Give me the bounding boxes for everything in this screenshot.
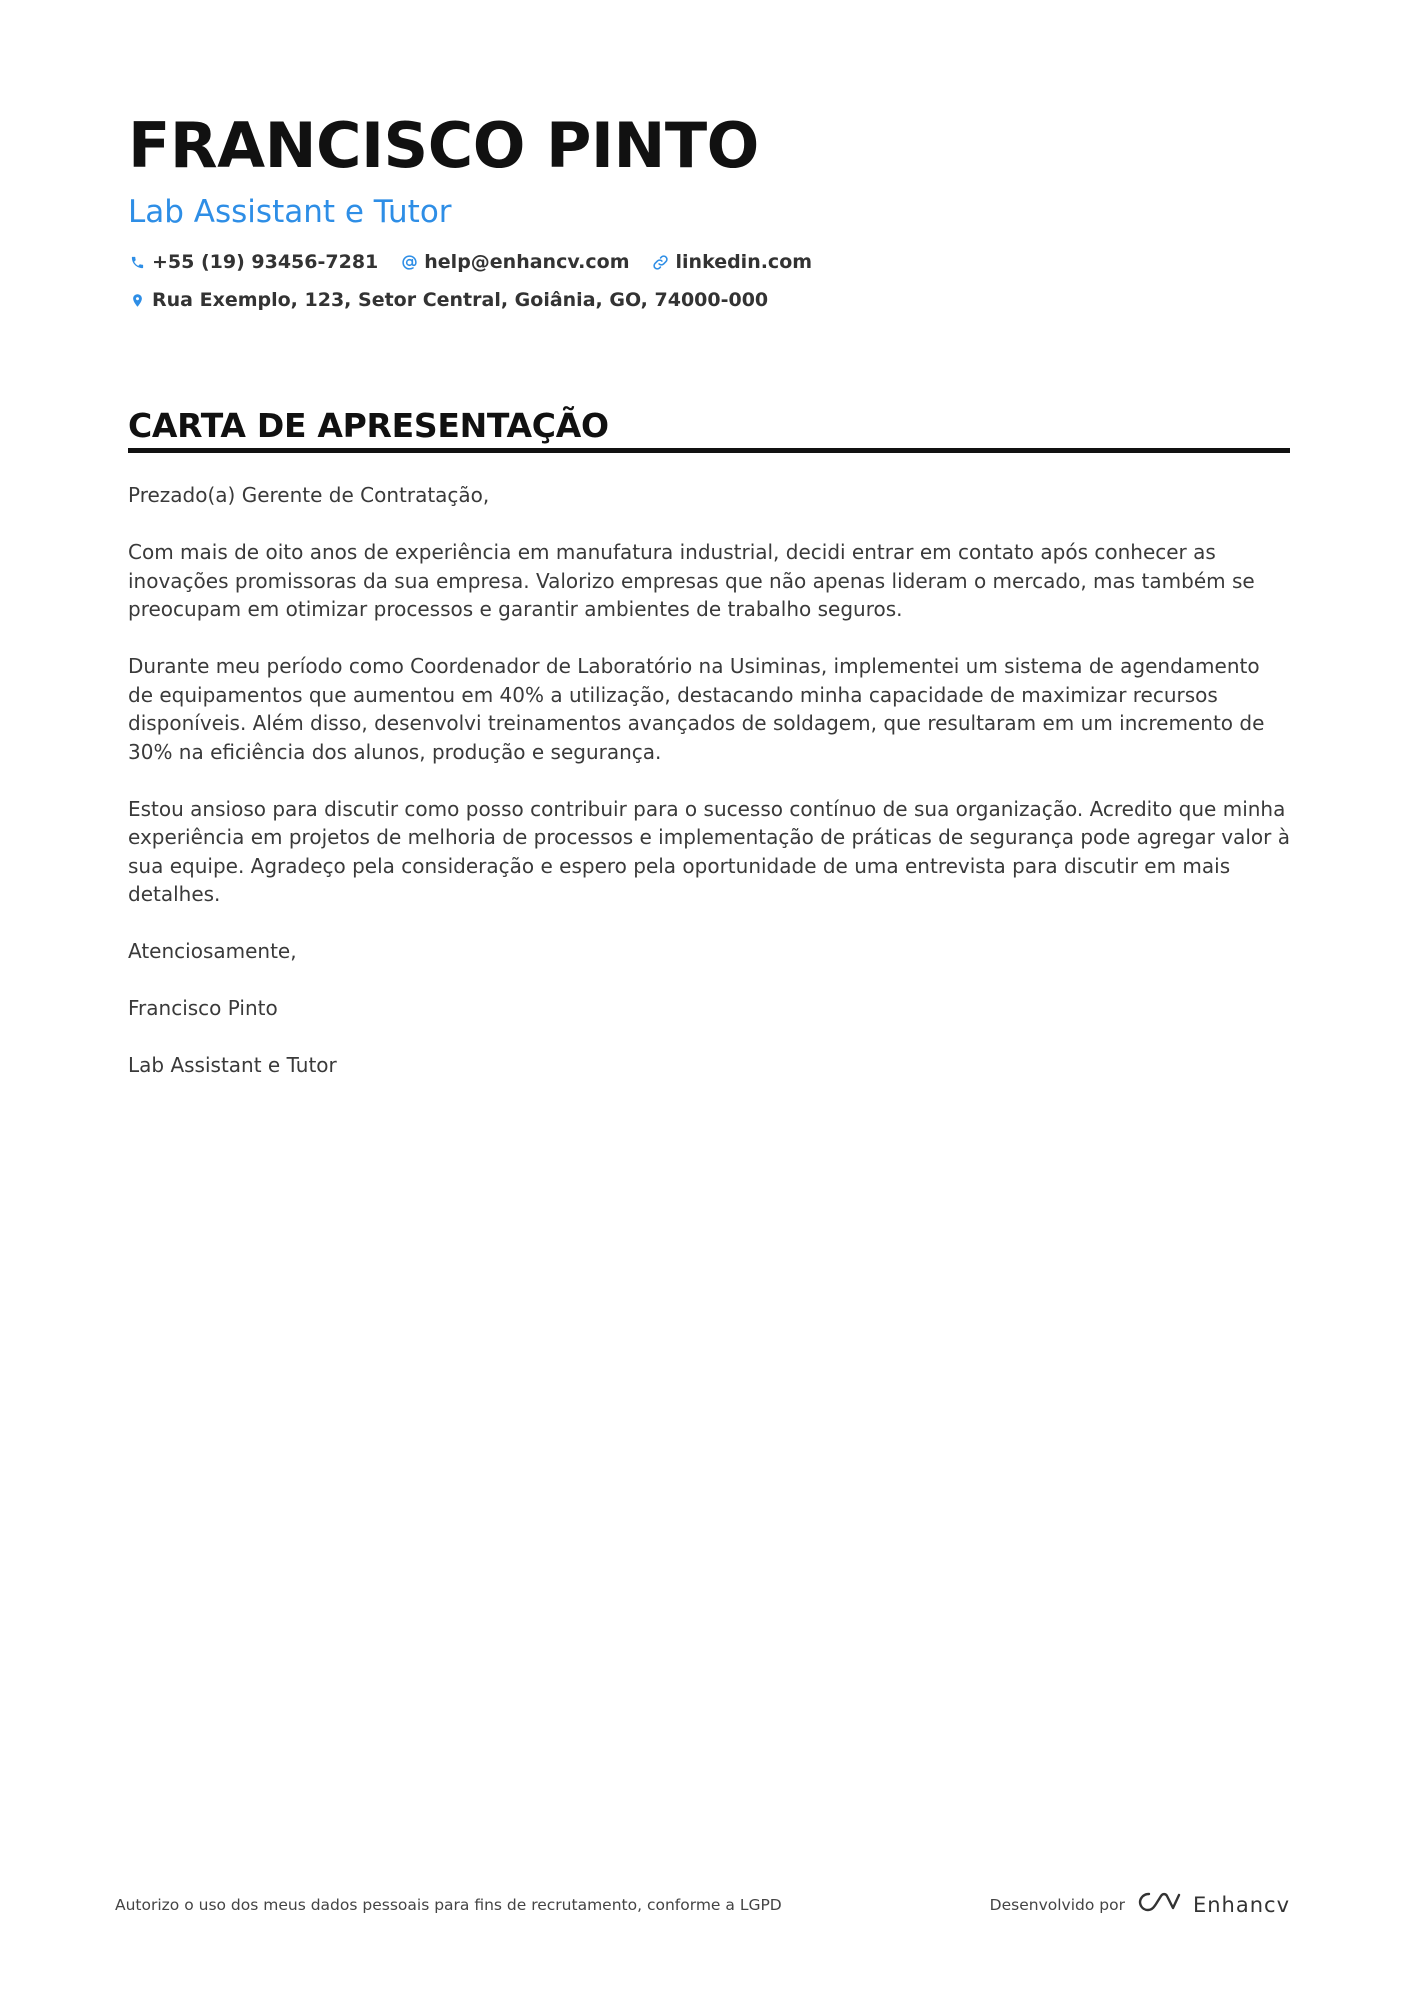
- contact-row-primary: [128, 248, 1288, 276]
- contact-email: [400, 248, 629, 276]
- signature-name: Francisco Pinto: [128, 996, 278, 1020]
- footer: [115, 1890, 1290, 1919]
- letter-greeting: Prezado(a) Gerente de Contratação,: [128, 483, 490, 507]
- cover-letter-section: [128, 404, 1290, 1108]
- lgpd-consent: Autorizo o uso dos meus dados pessoais para fins de recrutamento, conforme a LGPD: [115, 1895, 782, 1914]
- link-icon: [652, 253, 670, 271]
- signature-title: Lab Assistant e Tutor: [128, 1053, 337, 1077]
- map-pin-icon: [128, 291, 146, 309]
- letter-closing: Atenciosamente,: [128, 939, 297, 963]
- phone-number: +55 (19) 93456-7281: [152, 251, 379, 273]
- contact-row-address: [128, 286, 1288, 314]
- email-address: help@enhancv.com: [424, 251, 630, 273]
- letter-paragraph-2: Durante meu período como Coordenador de Laboratório na Usiminas, implementei um sistema de agendamento de equipamentos que aumentou em 40% a utilização, destacando minha capacidade de maximizar recursos disponíveis. Além disso, desenvolvi treinamentos avançados de soldagem, que resultaram em um incremento de 30% na eficiência dos alunos, produção e segurança.: [128, 654, 1265, 764]
- letter-body: [128, 481, 1290, 1080]
- at-icon: [400, 253, 418, 271]
- header: [128, 110, 1288, 314]
- contact-link: [652, 248, 813, 276]
- linkedin-link[interactable]: linkedin.com: [675, 251, 813, 273]
- letter-paragraph-3: Estou ansioso para discutir como posso contribuir para o sucesso contínuo de sua organização. Acredito que minha experiência em projetos de melhoria de processos e implementação de práticas de segurança pode agregar valor à sua equipe. Agradeço pela consideração e espero pela oportunidade de uma entrevista para discutir em mais detalhes.: [128, 796, 1290, 906]
- enhancv-brand[interactable]: [1137, 1890, 1290, 1919]
- powered-by-label: Desenvolvido por: [989, 1895, 1125, 1914]
- phone-icon: [128, 253, 146, 271]
- section-divider: [128, 448, 1290, 453]
- address-text: Rua Exemplo, 123, Setor Central, Goiânia, GO, 74000-000: [152, 289, 769, 311]
- letter-paragraph-1: Com mais de oito anos de experiência em manufatura industrial, decidi entrar em contato após conhecer as inovações promissoras da sua empresa. Valorizo empresas que não apenas lideram o mercado, mas também se preocupam em otimizar processos e garantir ambientes de trabalho seguros.: [128, 540, 1255, 621]
- section-title: CARTA DE APRESENTAÇÃO: [128, 406, 609, 445]
- powered-by: [990, 1890, 1290, 1919]
- enhancv-brand-name: Enhancv: [1192, 1892, 1290, 1917]
- contact-phone: [128, 248, 378, 276]
- candidate-name: FRANCISCO PINTO: [128, 109, 759, 182]
- contact-address: [128, 286, 768, 314]
- candidate-title: Lab Assistant e Tutor: [128, 194, 452, 230]
- enhancv-logo-icon: [1137, 1890, 1183, 1919]
